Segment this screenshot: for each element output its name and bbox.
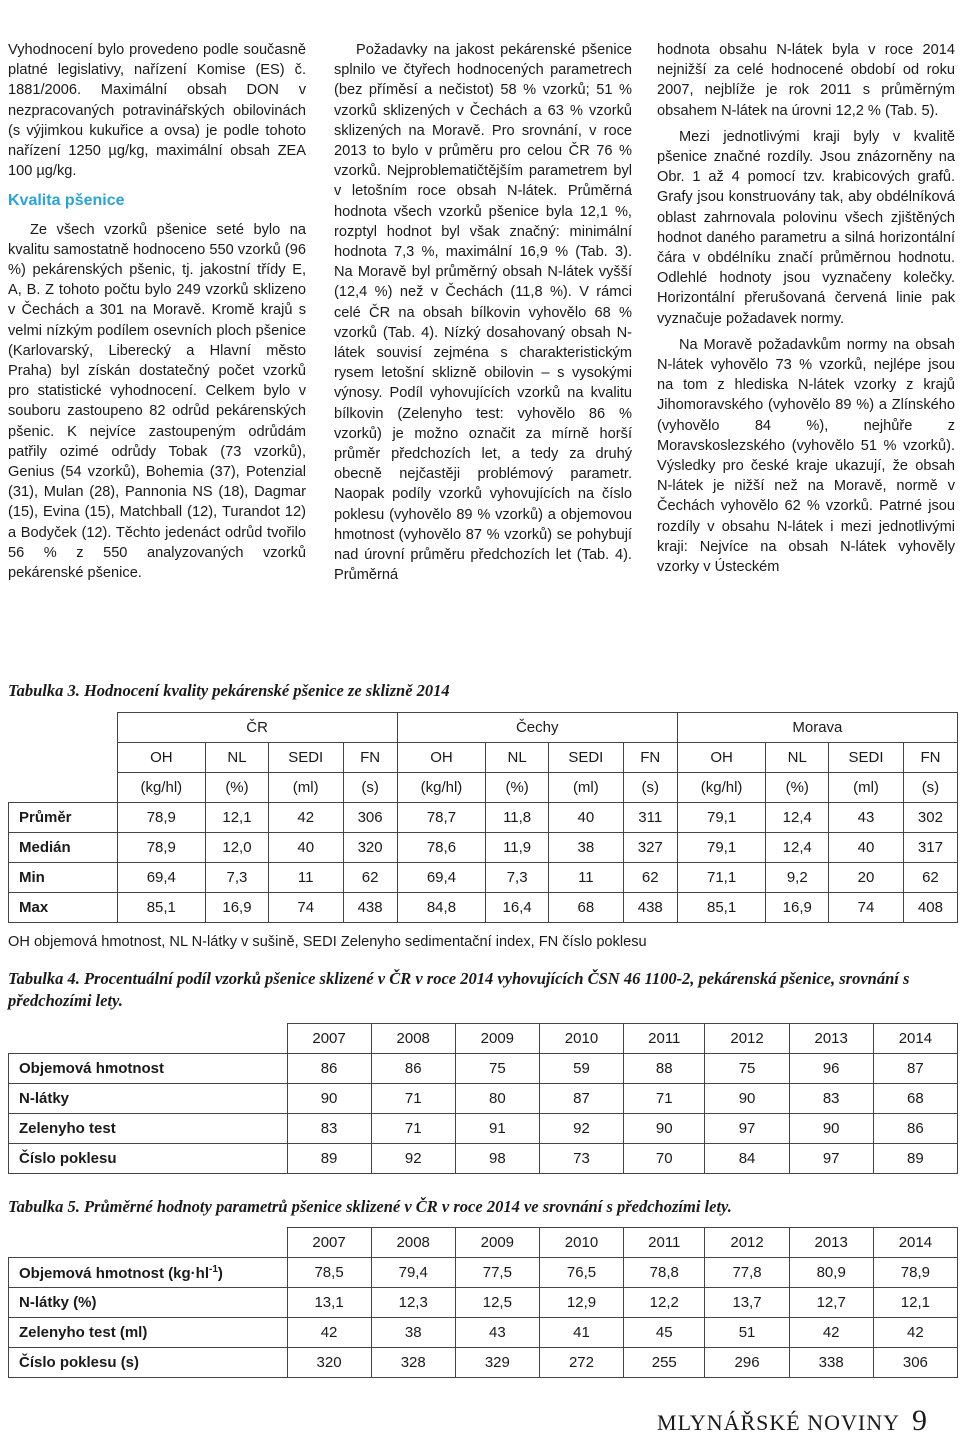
empty-cell <box>9 1024 288 1054</box>
table-4 <box>8 1023 958 1174</box>
table-cell: 88 <box>624 1054 705 1084</box>
table-cell: 328 <box>371 1348 455 1378</box>
column-header: OH <box>677 743 766 773</box>
table-cell: 42 <box>789 1318 873 1348</box>
paragraph: Ze všech vzorků pšenice seté bylo na kvalitu samostatně hodnoceno 550 vzorků (96 %) pekárenských pšenic, tj. jakostní třídy E, A, B. Z tohoto počtu bylo 249 vzorků sklizeno v Čechách a 301 na Moravě. Kromě krajů s velmi nízkým podílem osevních ploch pšenice (Karlovarský, Liberecký a Hlavní město Praha) byl získán dostatečný počet vzorků pro statistické vyhodnocení. Celkem bylo v souboru zastoupeno 82 odrůd pekárenských pšenic. K nejvíce zastoupeným odrůdám patřily ozimé odrůdy Tobak (73 vzorků), Genius (54 vzorků), Bohemia (37), Potenzial (31), Mulan (28), Pannonia NS (18), Dagmar (15), Evina (15), Matchball (12), Turandot 12) a Bodyček (12). Těchto jedenáct odrůd tvořilo 56 % z 550 analyzovaných vzorků pekárenské pšenice. <box>8 221 306 582</box>
column-header: 2009 <box>455 1024 539 1054</box>
table-cell: 84 <box>705 1144 789 1174</box>
table-cell: 296 <box>705 1348 789 1378</box>
row-label: Zelenyho test (ml) <box>9 1318 288 1348</box>
table-row <box>9 1084 958 1114</box>
table-cell: 40 <box>548 803 623 833</box>
table-cell: 73 <box>539 1144 623 1174</box>
column-header: 2008 <box>371 1024 455 1054</box>
paragraph: hodnota obsahu N-látek byla v roce 2014 nejnižší za celé hodnocené období od roku 2007, nejblíže je rok 2011 s průměrným obsahem N-látek na úrovni 12,2 % (Tab. 5). <box>657 42 955 119</box>
table-cell: 59 <box>539 1054 623 1084</box>
column-header: 2012 <box>705 1024 789 1054</box>
table-cell: 86 <box>873 1114 957 1144</box>
paragraph: Vyhodnocení bylo provedeno podle současně platné legislativy, nařízení Komise (ES) č. 1881/2006. Maximální obsah DON v nezpracovaných potravinářských obilovinách (s výjimkou kukuřice a ovsa) je podle tohoto nařízení 1250 µg/kg, maximální obsah ZEA 100 µg/kg. <box>8 42 306 180</box>
table-cell: 96 <box>789 1054 873 1084</box>
table-cell: 90 <box>789 1114 873 1144</box>
table-cell: 80 <box>455 1084 539 1114</box>
row-label: Číslo poklesu (s) <box>9 1348 288 1378</box>
paragraph: Na Moravě požadavkům normy na obsah N-látek vyhovělo 73 % vzorků, nejlépe jsou na tom z hlediska N-látek vzorky z krajů Jihomoravského (vyhovělo 89 %) a Zlínského (vyhovělo 84 %), nejhůře z Moravskoslezského (vyhovělo 51 % vzorků). Výsledky pro české kraje ukazují, že obsah N-látek je nižší než na Moravě, normě v Čechách vyhovělo 62 % vzorků. Patrné jsou rozdíly v obsahu N-látek i mezi jednotlivými kraji: Nejvíce na obsah N-látek vyhověly vzorky v Ústeckém <box>657 336 955 576</box>
column-header: 2014 <box>873 1228 957 1258</box>
column-header: 2010 <box>539 1024 623 1054</box>
caption-label: Tabulka 5. <box>8 1197 80 1216</box>
table-row <box>9 1054 958 1084</box>
table-cell: 38 <box>548 833 623 863</box>
caption-text: Hodnocení kvality pekárenské pšenice ze sklizně 2014 <box>83 681 450 700</box>
table-cell: 12,1 <box>873 1288 957 1318</box>
column-header: NL <box>206 743 269 773</box>
empty-cell <box>9 713 118 743</box>
table-cell: 43 <box>455 1318 539 1348</box>
table-cell: 438 <box>343 893 397 923</box>
empty-cell <box>9 773 118 803</box>
column-unit: (s) <box>343 773 397 803</box>
table-cell: 91 <box>455 1114 539 1144</box>
column-header: 2007 <box>287 1228 371 1258</box>
row-label: Objemová hmotnost $(kg\cdot hl^{-1})$ <box>9 1258 288 1288</box>
caption-text: Procentuální podíl vzorků pšenice sklizené v ČR v roce 2014 vyhovujících ČSN 46 1100-2, pekárenská pšenice, srovnání s předchozími lety. <box>8 969 910 1010</box>
table-row <box>9 863 958 893</box>
table-cell: 92 <box>539 1114 623 1144</box>
column-header: 2013 <box>789 1024 873 1054</box>
table-cell: 79,1 <box>677 803 766 833</box>
table-cell: 11,8 <box>486 803 549 833</box>
table-3-caption <box>8 680 958 702</box>
table-cell: 311 <box>623 803 677 833</box>
table-cell: 85,1 <box>677 893 766 923</box>
table-cell: 45 <box>624 1318 705 1348</box>
table-cell: 89 <box>873 1144 957 1174</box>
table-cell: 75 <box>705 1054 789 1084</box>
table-3 <box>8 712 958 923</box>
column-header: SEDI <box>268 743 343 773</box>
row-label: Max <box>9 893 118 923</box>
table-cell: 62 <box>623 863 677 893</box>
table-cell: 98 <box>455 1144 539 1174</box>
table-cell: 68 <box>548 893 623 923</box>
column-header: 2009 <box>455 1228 539 1258</box>
table-cell: 11,9 <box>486 833 549 863</box>
table-cell: 43 <box>829 803 904 833</box>
table-cell: 69,4 <box>117 863 206 893</box>
table-cell: 40 <box>829 833 904 863</box>
table-cell: 84,8 <box>397 893 486 923</box>
table-cell: 320 <box>287 1348 371 1378</box>
table-cell: 12,9 <box>539 1288 623 1318</box>
column-unit: (ml) <box>268 773 343 803</box>
column-header: FN <box>623 743 677 773</box>
column-header: 2010 <box>539 1228 623 1258</box>
table-cell: 338 <box>789 1348 873 1378</box>
column-group-header: Morava <box>677 713 957 743</box>
table-cell: 78,7 <box>397 803 486 833</box>
table-cell: 408 <box>903 893 957 923</box>
table-cell: 86 <box>287 1054 371 1084</box>
table-cell: 70 <box>624 1144 705 1174</box>
table-cell: 83 <box>789 1084 873 1114</box>
table-header-row <box>9 743 958 773</box>
column-header: 2014 <box>873 1024 957 1054</box>
table-5-caption <box>8 1196 958 1218</box>
table-cell: 12,7 <box>789 1288 873 1318</box>
column-unit: (%) <box>486 773 549 803</box>
table-cell: 71,1 <box>677 863 766 893</box>
table-cell: 83 <box>287 1114 371 1144</box>
table-cell: 97 <box>789 1144 873 1174</box>
text-column-1 <box>8 40 306 583</box>
table-cell: 71 <box>624 1084 705 1114</box>
superscript: -1 <box>209 1263 218 1275</box>
table-cell: 255 <box>624 1348 705 1378</box>
column-header: SEDI <box>548 743 623 773</box>
table-cell: 13,1 <box>287 1288 371 1318</box>
row-label: Min <box>9 863 118 893</box>
column-header: FN <box>903 743 957 773</box>
table-cell: 16,9 <box>206 893 269 923</box>
table-row <box>9 1288 958 1318</box>
column-header: FN <box>343 743 397 773</box>
table-cell: 78,5 <box>287 1258 371 1288</box>
paragraph: Požadavky na jakost pekárenské pšenice splnilo ve čtyřech hodnocených parametrech (bez příměsí a nečistot) 58 % vzorků; 51 % vzorků sklizených v Čechách a 63 % vzorků sklizených na Moravě. Pro srovnání, v roce 2013 to bylo v průměru pro celou ČR 76 % vzorků. Nejproblematičtějším parametrem byl v letošním roce obsah N-látek. Průměrná hodnota všech vzorků pšenice byla 12,1 %, rozptyl hodnot byl však značný: minimální hodnota 7,3 %, maximální 16,9 % (Tab. 3). Na Moravě byl průměrný obsah N-látek vyšší (12,4 %) než v Čechách (11,8 %). V rámci celé ČR na obsah bílkovin vyhovělo 68 % vzorků (Tab. 4). Nízký dosahovaný obsah N-látek souvisí zejména s charakteristickým rysem letošní sklizně obilovin – s vysokými výnosy. Podíl vyhovujících vzorků na kvalitu bílkovin (Zelenyho test: vyhovělo 86 % vzorků) je možno označit za mírně horší průměr předchozích let, a tedy za druhý obecně nejčastěji problémový parametr. Naopak podíly vzorků vyhovujících na číslo poklesu (vyhovělo 89 % vzorků) a objemovou hmotnost (vyhovělo 87 % vzorků) se pohybují nad úrovní průměru předchozích let (Tab. 4). Průměrná <box>334 42 632 584</box>
table-row <box>9 1144 958 1174</box>
table-cell: 272 <box>539 1348 623 1378</box>
table-4-caption <box>8 968 958 1012</box>
column-group-header: Čechy <box>397 713 677 743</box>
row-label: Objemová hmotnost <box>9 1054 288 1084</box>
table-cell: 71 <box>371 1084 455 1114</box>
row-label: Zelenyho test <box>9 1114 288 1144</box>
table-cell: 74 <box>829 893 904 923</box>
column-header: 2008 <box>371 1228 455 1258</box>
table-cell: 92 <box>371 1144 455 1174</box>
table-cell: 69,4 <box>397 863 486 893</box>
table-cell: 42 <box>287 1318 371 1348</box>
table-cell: 327 <box>623 833 677 863</box>
magazine-name: MLYNÁŘSKÉ NOVINY <box>657 1410 900 1435</box>
table-cell: 12,4 <box>766 833 829 863</box>
table-cell: 16,4 <box>486 893 549 923</box>
table-cell: 78,9 <box>117 803 206 833</box>
table-cell: 62 <box>903 863 957 893</box>
table-cell: 9,2 <box>766 863 829 893</box>
column-unit: (s) <box>623 773 677 803</box>
table-cell: 87 <box>539 1084 623 1114</box>
table-cell: 78,6 <box>397 833 486 863</box>
table-cell: 71 <box>371 1114 455 1144</box>
table-cell: 306 <box>873 1348 957 1378</box>
table-header-row <box>9 713 958 743</box>
table-cell: 11 <box>268 863 343 893</box>
table-row <box>9 1318 958 1348</box>
table-cell: 62 <box>343 863 397 893</box>
table-cell: 12,2 <box>624 1288 705 1318</box>
table-cell: 11 <box>548 863 623 893</box>
table-cell: 77,8 <box>705 1258 789 1288</box>
table-cell: 320 <box>343 833 397 863</box>
table-cell: 42 <box>268 803 343 833</box>
row-label: N-látky <box>9 1084 288 1114</box>
page-footer <box>657 1404 928 1438</box>
column-unit: (kg/hl) <box>677 773 766 803</box>
column-unit: (kg/hl) <box>117 773 206 803</box>
table-cell: 87 <box>873 1054 957 1084</box>
table-3-note: OH objemová hmotnost, NL N-látky v sušině, SEDI Zelenyho sedimentační index, FN číslo poklesu <box>8 934 647 950</box>
table-row <box>9 1114 958 1144</box>
table-cell: 438 <box>623 893 677 923</box>
table-header-row <box>9 773 958 803</box>
table-cell: 42 <box>873 1318 957 1348</box>
table-row <box>9 803 958 833</box>
table-row <box>9 893 958 923</box>
table-cell: 90 <box>287 1084 371 1114</box>
table-row <box>9 833 958 863</box>
text-column-2 <box>334 40 632 585</box>
table-cell: 86 <box>371 1054 455 1084</box>
row-label: N-látky (%) <box>9 1288 288 1318</box>
column-header: 2012 <box>705 1228 789 1258</box>
table-cell: 317 <box>903 833 957 863</box>
column-header: 2011 <box>624 1024 705 1054</box>
column-header: OH <box>117 743 206 773</box>
column-header: 2011 <box>624 1228 705 1258</box>
column-unit: (ml) <box>829 773 904 803</box>
table-cell: 78,9 <box>873 1258 957 1288</box>
table-cell: 78,8 <box>624 1258 705 1288</box>
column-unit: (ml) <box>548 773 623 803</box>
column-group-header: ČR <box>117 713 397 743</box>
table-row <box>9 1258 958 1288</box>
table-cell: 16,9 <box>766 893 829 923</box>
table-cell: 80,9 <box>789 1258 873 1288</box>
caption-label: Tabulka 3. <box>8 681 80 700</box>
table-cell: 85,1 <box>117 893 206 923</box>
table-cell: 79,1 <box>677 833 766 863</box>
table-cell: 38 <box>371 1318 455 1348</box>
table-cell: 97 <box>705 1114 789 1144</box>
table-row <box>9 1348 958 1378</box>
table-header-row <box>9 1228 958 1258</box>
table-cell: 306 <box>343 803 397 833</box>
empty-cell <box>9 743 118 773</box>
section-heading: Kvalita pšenice <box>8 192 125 210</box>
table-cell: 90 <box>624 1114 705 1144</box>
column-unit: (%) <box>206 773 269 803</box>
table-cell: 13,7 <box>705 1288 789 1318</box>
table-cell: 76,5 <box>539 1258 623 1288</box>
table-5 <box>8 1227 958 1378</box>
table-cell: 77,5 <box>455 1258 539 1288</box>
paragraph: Mezi jednotlivými kraji byly v kvalitě pšenice značné rozdíly. Jsou znázorněny na Obr. 1 až 4 pomocí tzv. krabicových grafů. Grafy jsou konstruovány tak, aby obdélníková oblast zahrnovala polovinu všech zjištěných hodnot daného parametru a silná horizontální čára v obdélníku značí průměrnou hodnotu. Odlehlé hodnoty jsou vyznačeny kolečky. Horizontální přerušovaná červená linie pak vyznačuje požadavek normy. <box>657 128 955 327</box>
table-cell: 68 <box>873 1084 957 1114</box>
text-column-3 <box>657 40 955 577</box>
column-header: 2013 <box>789 1228 873 1258</box>
table-cell: 89 <box>287 1144 371 1174</box>
table-cell: 7,3 <box>206 863 269 893</box>
table-cell: 90 <box>705 1084 789 1114</box>
table-cell: 41 <box>539 1318 623 1348</box>
row-label: Medián <box>9 833 118 863</box>
table-cell: 12,4 <box>766 803 829 833</box>
column-header: SEDI <box>829 743 904 773</box>
table-cell: 7,3 <box>486 863 549 893</box>
column-unit: (kg/hl) <box>397 773 486 803</box>
table-header-row <box>9 1024 958 1054</box>
caption-text: Průměrné hodnoty parametrů pšenice sklizené v ČR v roce 2014 ve srovnání s předchozími lety. <box>83 1197 732 1216</box>
table-cell: 12,1 <box>206 803 269 833</box>
table-cell: 79,4 <box>371 1258 455 1288</box>
row-label: Průměr <box>9 803 118 833</box>
table-cell: 51 <box>705 1318 789 1348</box>
table-cell: 40 <box>268 833 343 863</box>
table-cell: 74 <box>268 893 343 923</box>
row-label: Číslo poklesu <box>9 1144 288 1174</box>
column-header: NL <box>486 743 549 773</box>
table-cell: 12,3 <box>371 1288 455 1318</box>
column-header: 2007 <box>287 1024 371 1054</box>
table-cell: 329 <box>455 1348 539 1378</box>
column-unit: (%) <box>766 773 829 803</box>
empty-cell <box>9 1228 288 1258</box>
column-unit: (s) <box>903 773 957 803</box>
table-cell: 75 <box>455 1054 539 1084</box>
table-cell: 12,5 <box>455 1288 539 1318</box>
table-cell: 12,0 <box>206 833 269 863</box>
table-cell: 302 <box>903 803 957 833</box>
table-cell: 20 <box>829 863 904 893</box>
page-number: 9 <box>912 1404 928 1437</box>
table-cell: 78,9 <box>117 833 206 863</box>
caption-label: Tabulka 4. <box>8 969 80 988</box>
column-header: NL <box>766 743 829 773</box>
column-header: OH <box>397 743 486 773</box>
